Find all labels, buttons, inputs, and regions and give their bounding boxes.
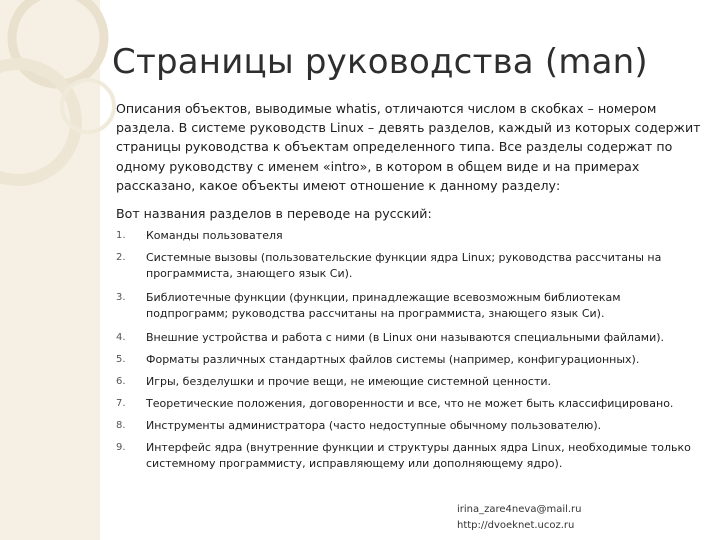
slide-title: Страницы руководства (man) bbox=[112, 42, 648, 82]
item-text: Форматы различных стандартных файлов системы (например, конфигурационных). bbox=[146, 353, 640, 366]
item-text: Команды пользователя bbox=[146, 229, 283, 242]
item-number: 8. bbox=[116, 420, 126, 431]
item-number: 4. bbox=[116, 332, 126, 343]
item-number: 5. bbox=[116, 354, 126, 365]
item-text: Библиотечные функции (функции, принадлежащие всевозможным библиотекам подпрограмм; руководства рассчитаны на программиста, знающего язык Си). bbox=[146, 291, 621, 320]
item-text: Системные вызовы (пользовательские функции ядра Linux; руководства рассчитаны на программиста, знающего язык Си). bbox=[146, 251, 662, 280]
footer-credits bbox=[457, 502, 582, 534]
item-text: Инструменты администратора (часто недоступные обычному пользователю). bbox=[146, 419, 602, 432]
item-text: Игры, безделушки и прочие вещи, не имеющие системной ценности. bbox=[146, 375, 552, 388]
item-number: 1. bbox=[116, 230, 126, 241]
footer-email: irina_zare4neva@mail.ru bbox=[457, 504, 582, 515]
item-text: Внешние устройства и работа с ними (в Linux они называются специальными файлами). bbox=[146, 331, 665, 344]
item-number: 7. bbox=[116, 398, 126, 409]
item-text: Теоретические положения, договоренности и все, что не может быть классифицировано. bbox=[146, 397, 674, 410]
item-number: 9. bbox=[116, 442, 126, 453]
decorative-circles bbox=[0, 0, 120, 540]
item-number: 2. bbox=[116, 252, 126, 263]
lead-text: Вот названия разделов в переводе на русский: bbox=[116, 206, 432, 221]
footer-url: http://dvoeknet.ucoz.ru bbox=[457, 520, 575, 531]
item-text: Интерфейс ядра (внутренние функции и структуры данных ядра Linux, необходимые только системному программисту, исправляющему или дополняющему ядро). bbox=[146, 441, 691, 470]
intro-paragraph: Описания объектов, выводимые whatis, отличаются числом в скобках – номером раздела. В системе руководств Linux – девять разделов, каждый из которых содержит страницы руководства к объектам определенного типа. Все разделы содержат по одному руководству с именем «intro», в котором в общем виде и на примерах рассказано, какое объекты имеют отношение к данному разделу: bbox=[116, 101, 701, 193]
decorative-sidebar bbox=[0, 0, 100, 540]
item-number: 3. bbox=[116, 292, 126, 303]
item-number: 6. bbox=[116, 376, 126, 387]
